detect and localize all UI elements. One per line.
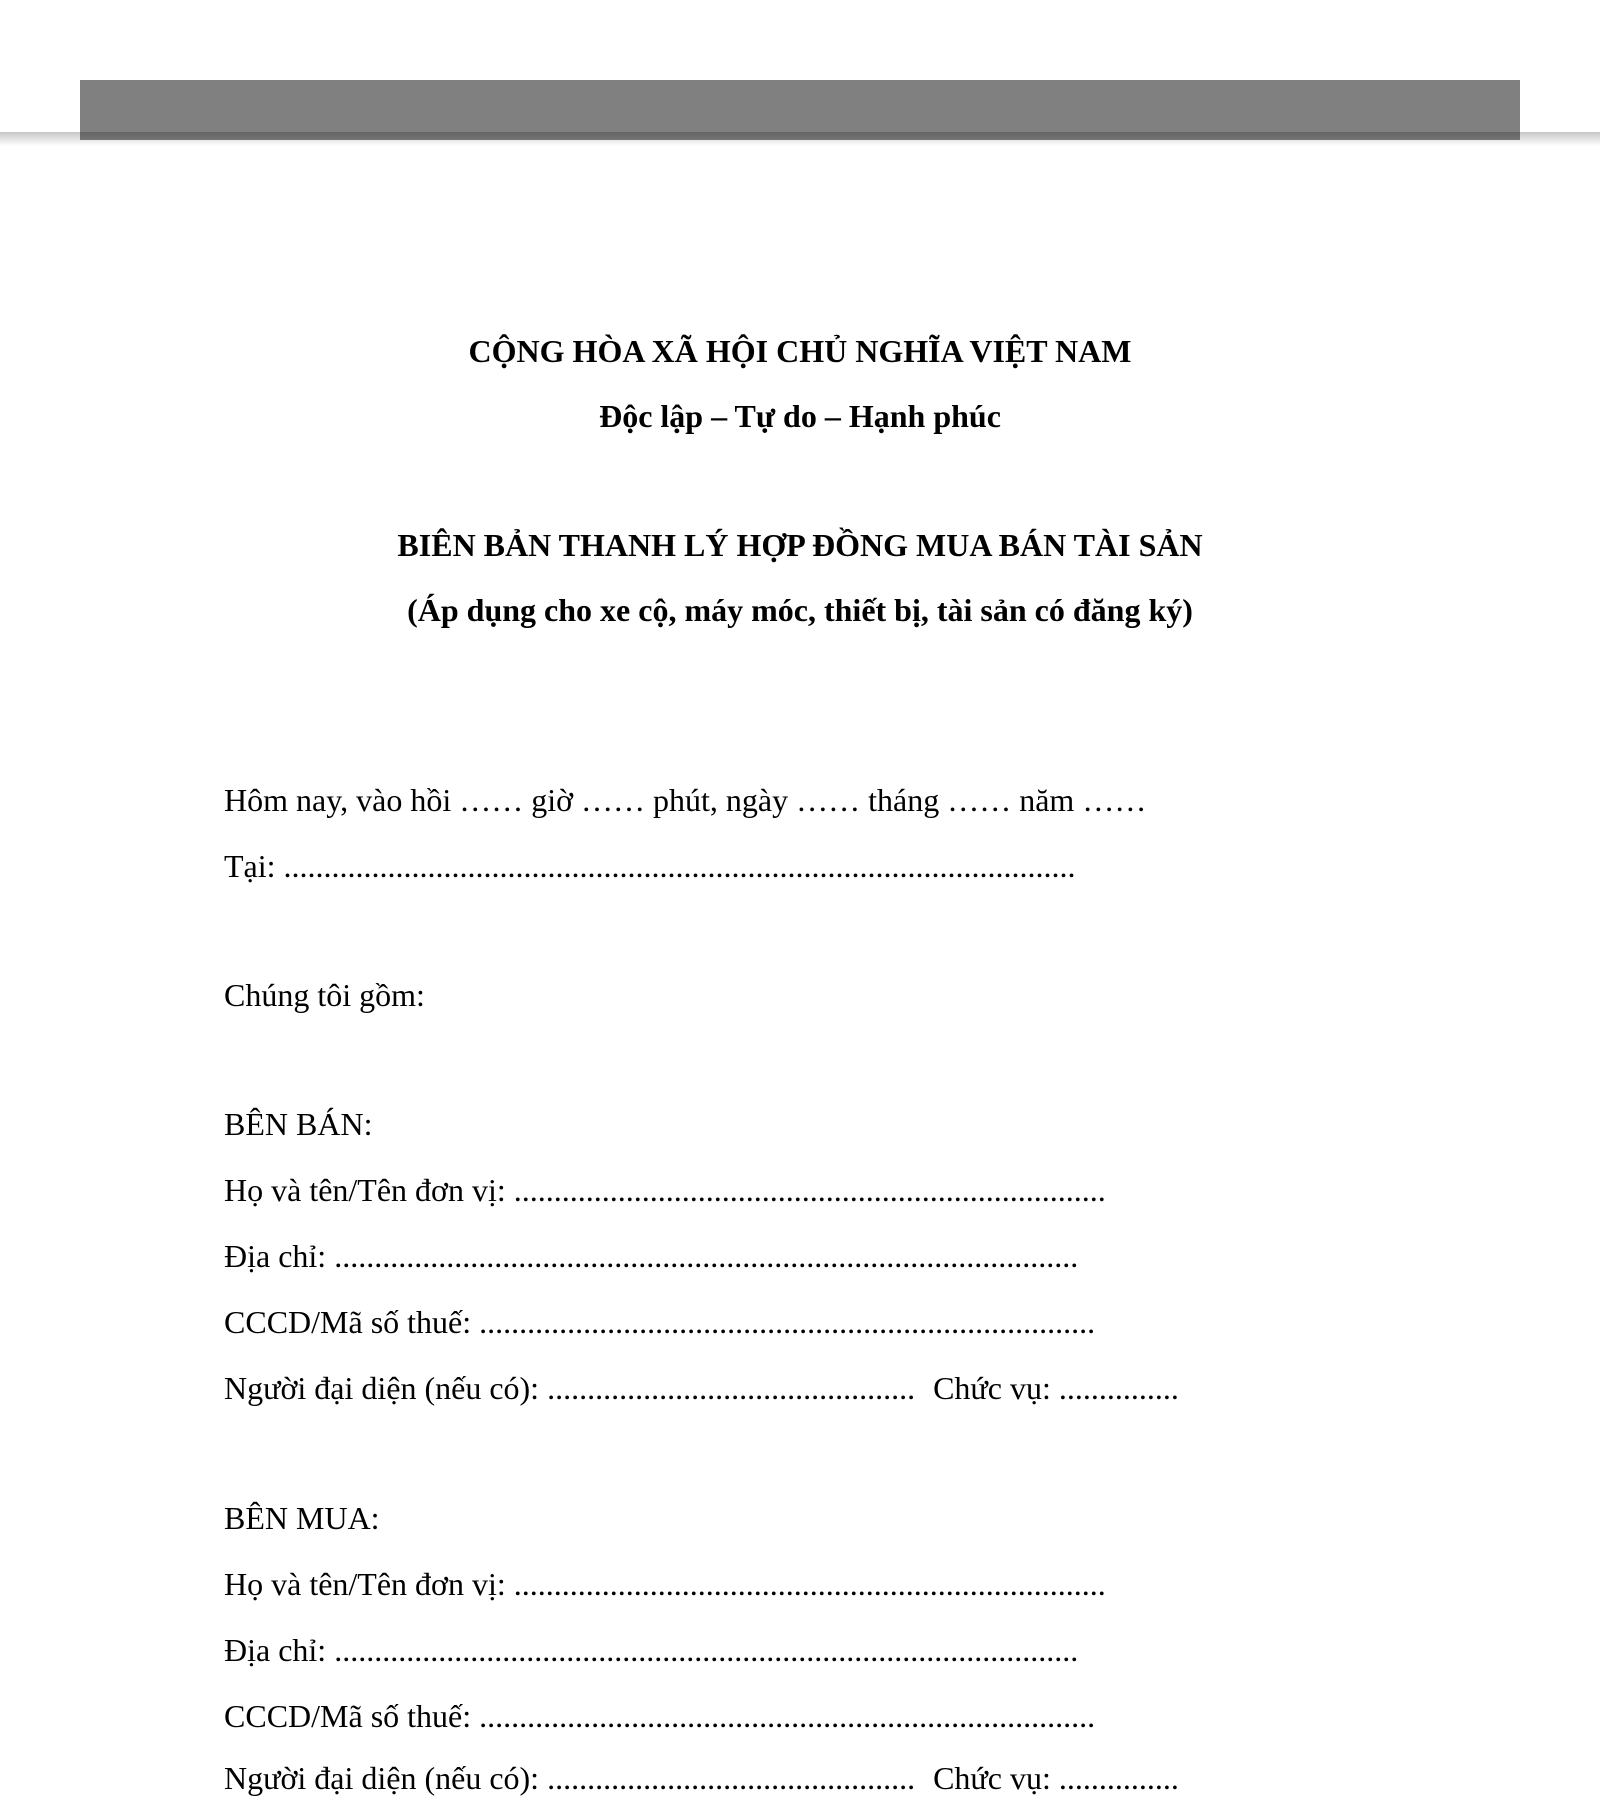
- buyer-representative-field: Người đại diện (nếu có): ..............................................: [224, 1760, 916, 1796]
- date-time-line: Hôm nay, vào hồi …… giờ …… phút, ngày …… tháng …… năm ……: [224, 782, 1147, 818]
- buyer-id-line: CCCD/Mã số thuế: .............................................................................: [224, 1698, 1096, 1734]
- motto-heading: Độc lập – Tự do – Hạnh phúc: [599, 398, 1001, 434]
- document-title: BIÊN BẢN THANH LÝ HỢP ĐỒNG MUA BÁN TÀI SẢN: [397, 527, 1203, 563]
- document-subtitle: (Áp dụng cho xe cộ, máy móc, thiết bị, tài sản có đăng ký): [407, 592, 1193, 628]
- seller-id-line: CCCD/Mã số thuế: .............................................................................: [224, 1304, 1096, 1340]
- seller-representative-line: [224, 1368, 1179, 1408]
- seller-name-line: Họ và tên/Tên đơn vị: ..........................................................................: [224, 1172, 1106, 1208]
- buyer-address-line: Địa chỉ: .............................................................................................: [224, 1632, 1079, 1668]
- buyer-heading: BÊN MUA:: [224, 1500, 380, 1536]
- nation-heading: CỘNG HÒA XÃ HỘI CHỦ NGHĨA VIỆT NAM: [468, 333, 1132, 369]
- buyer-name-line: Họ và tên/Tên đơn vị: ..........................................................................: [224, 1566, 1106, 1602]
- seller-position-field: Chức vụ: ...............: [933, 1370, 1179, 1406]
- seller-representative-field: Người đại diện (nếu có): ..............................................: [224, 1370, 916, 1406]
- buyer-position-field: Chức vụ: ...............: [933, 1760, 1179, 1796]
- seller-heading: BÊN BÁN:: [224, 1106, 373, 1142]
- buyer-representative-line: [224, 1758, 1179, 1798]
- parties-intro: Chúng tôi gồm:: [224, 977, 425, 1013]
- place-line: Tại: ...................................................................................................: [224, 848, 1076, 884]
- seller-address-line: Địa chỉ: .............................................................................................: [224, 1238, 1079, 1274]
